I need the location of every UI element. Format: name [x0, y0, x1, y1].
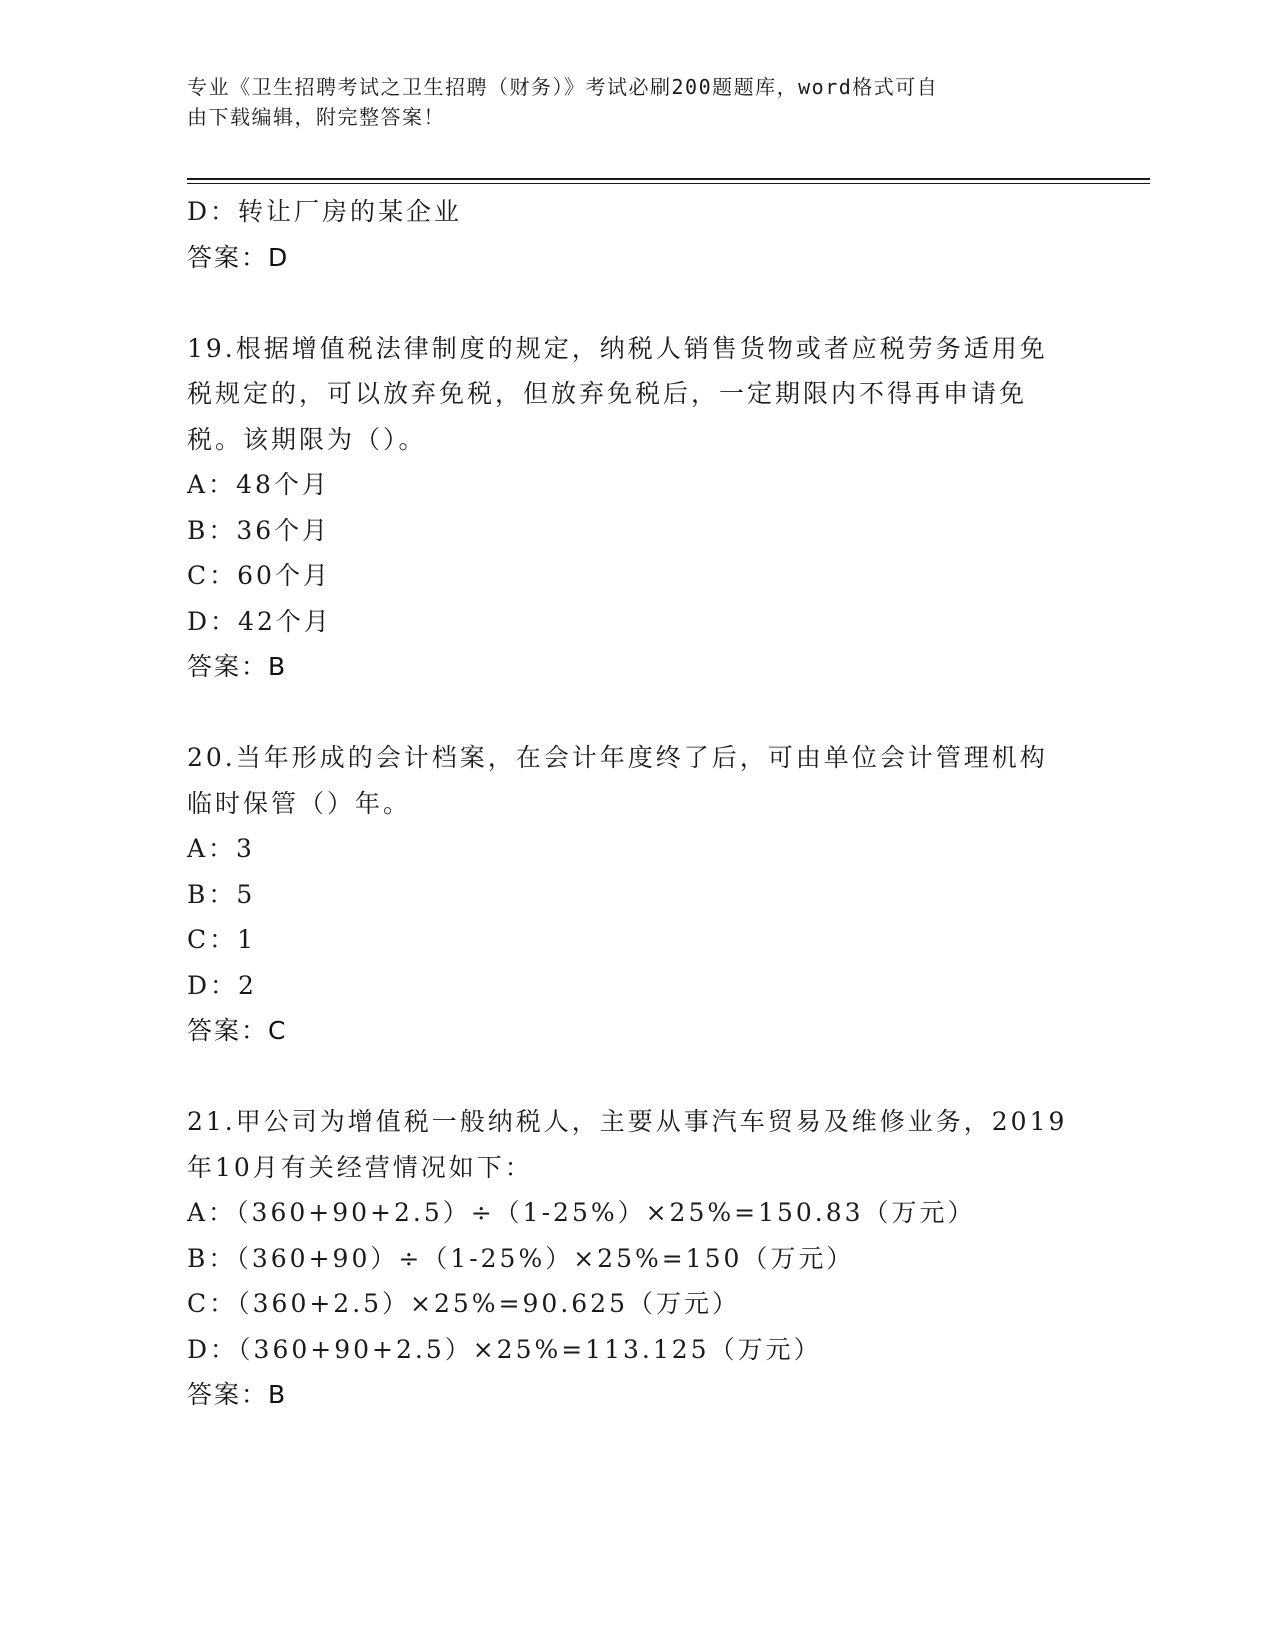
- question-19-stem: [187, 326, 1087, 463]
- question-20-stem: [187, 735, 1087, 826]
- question-list: [187, 189, 1087, 1418]
- question-21-option-a: A：（360+90+2.5）÷（1-25%）×25%=150.83（万元）: [187, 1198, 976, 1227]
- question-19-answer: 答案：B: [187, 652, 288, 681]
- question-20-option-b: B：5: [187, 879, 256, 909]
- question-21-option-d: D：（360+90+2.5）×25%=113.125（万元）: [187, 1334, 822, 1364]
- spacer: [187, 1054, 1087, 1100]
- question-20-stem-line: 临时保管（）年。: [187, 788, 412, 818]
- header-rule-thin: [187, 183, 1150, 184]
- question-19-option-a: A：48个月: [187, 470, 330, 499]
- question-21-stem-line: 21.甲公司为增值税一般纳税人，主要从事汽车贸易及维修业务，2019: [187, 1107, 1068, 1136]
- question-20-option-c: C：1: [187, 925, 257, 954]
- question-20-answer: 答案：C: [187, 1016, 288, 1045]
- question-21-stem: [187, 1099, 1087, 1190]
- header-line-2: 由下载编辑，附完整答案！: [187, 105, 445, 129]
- document-header: [187, 72, 1067, 132]
- question-19-stem-line: 19.根据增值税法律制度的规定，纳税人销售货物或者应税劳务适用免: [187, 333, 1048, 363]
- spacer: [187, 690, 1087, 736]
- question-19-option-d: D：42个月: [187, 606, 332, 636]
- question-20-stem-line: 20.当年形成的会计档案，在会计年度终了后，可由单位会计管理机构: [187, 743, 1048, 772]
- header-rule-thick: [187, 178, 1150, 180]
- question-19-stem-line: 税。该期限为（）。: [187, 424, 427, 454]
- prev-option-d: D：转让厂房的某企业: [187, 197, 463, 226]
- question-20-option-d: D：2: [187, 970, 257, 1000]
- question-20-option-a: A：3: [187, 834, 255, 863]
- question-19-option-b: B：36个月: [187, 515, 331, 545]
- prev-answer: 答案：D: [187, 242, 290, 272]
- question-21-option-b: B：（360+90）÷（1-25%）×25%=150（万元）: [187, 1243, 855, 1273]
- header-line-1: 专业《卫生招聘考试之卫生招聘（财务）》考试必刷200题题库，word格式可自: [187, 75, 939, 99]
- question-21-stem-line: 年10月有关经营情况如下：: [187, 1152, 533, 1182]
- question-21-option-c: C：（360+2.5）×25%=90.625（万元）: [187, 1289, 740, 1318]
- question-19-option-c: C：60个月: [187, 561, 331, 590]
- question-21-answer: 答案：B: [187, 1380, 288, 1409]
- spacer: [187, 280, 1087, 326]
- question-19-stem-line: 税规定的，可以放弃免税，但放弃免税后，一定期限内不得再申请免: [187, 379, 1028, 408]
